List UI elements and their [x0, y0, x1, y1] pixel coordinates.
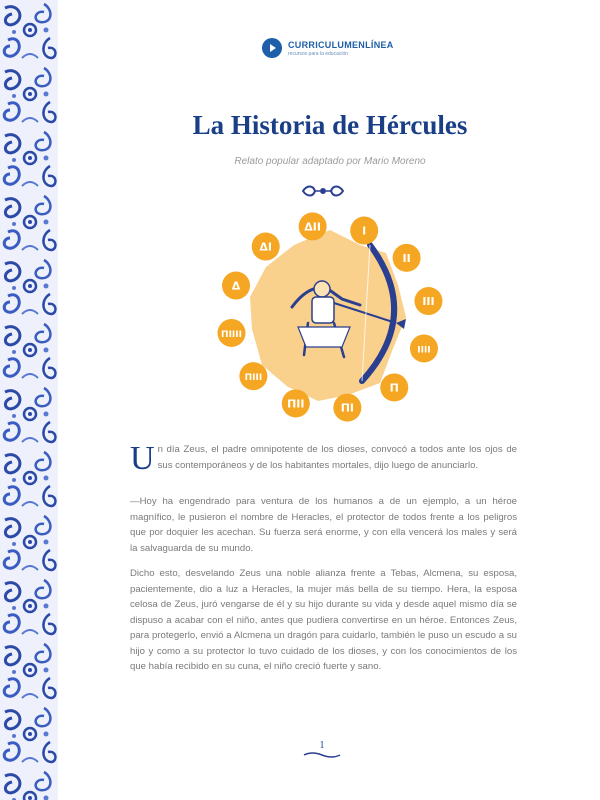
zodiac-sign-badge — [252, 233, 280, 261]
zodiac-sign-label: IIII — [417, 345, 431, 356]
page-footer — [295, 740, 349, 759]
zodiac-sign-label: I — [362, 224, 367, 238]
zodiac-sign-badge — [218, 319, 246, 347]
zodiac-sign-badge — [299, 212, 327, 240]
zodiac-sign-label: ΔII — [304, 220, 321, 234]
footer-ornament-icon — [302, 751, 342, 759]
zodiac-sign-badge — [239, 362, 267, 390]
paragraph-1 — [130, 440, 517, 477]
zodiac-sign-label: П — [389, 381, 399, 395]
zodiac-sign-label: ПIII — [244, 373, 263, 384]
zodiac-sign-badge — [282, 389, 310, 417]
document-subtitle: Relato popular adaptado por Mario Moreno — [234, 156, 426, 167]
zodiac-sign-label: II — [402, 251, 411, 265]
paragraph-2: —Hoy ha engendrado para ventura de los humanos a de un ejemplo, a un héroe magnífico, le pusieron el nombre de Heracles, el protector de todos frente a los peligros que por doquier les acechan. Su fuerza será enorme, y con ella vencerá los males y será la salvaguarda de su mundo. — [130, 496, 517, 554]
zodiac-illustration — [210, 205, 450, 430]
ornament-icon — [299, 183, 347, 199]
zodiac-sign-badge — [333, 394, 361, 422]
zodiac-sign-badge — [410, 334, 438, 362]
paragraph-3: Dicho esto, desvelando Zeus una noble alianza frente a Tebas, Alcmena, su esposa, pacientemente, dio a luz a Heracles, la mujer más bella de su tiempo. Hera, la esposa celosa de Zeus, juró vengarse de él y su hijo durante su vida y desde aquel mismo día se dispuso a acabar con el niño, antes que pudiera convertirse en un héroe. Entonces Zeus, para protegerlo, envió a Alcmena un dragón para cuidarlo, también le puso un escudo a su hijo y como a su protector lo tuvo cuidado de los dioses, y con los conocimientos de los que había recibido en su cuna, el niño creció fuerte y sano. — [130, 568, 517, 672]
zodiac-sign-label: ПI — [340, 401, 355, 415]
zodiac-sign-badge — [393, 244, 421, 272]
floral-pattern-icon — [0, 0, 58, 800]
decorative-floral-border — [0, 0, 58, 800]
zodiac-sign-badge — [222, 272, 250, 300]
zodiac-sign-badge — [380, 373, 408, 401]
zodiac-sign-label: Δ — [231, 279, 241, 293]
zodiac-sign-badge — [414, 287, 442, 315]
site-logo — [262, 38, 394, 58]
document-title: La Historia de Hércules — [192, 110, 468, 140]
drop-cap: U — [130, 440, 155, 477]
zodiac-sign-label: ПIIII — [221, 329, 242, 340]
paragraph-1-text: n día Zeus, el padre omnipotente de los dioses, convocó a todos ante los ojos de sus contemporáneos y de los habitantes mortales, dijo luego de anunciarlo. — [157, 444, 517, 471]
zodiac-sign-label: III — [422, 295, 435, 309]
zodiac-sign-label: ПII — [287, 397, 305, 411]
page-number: 1 — [319, 740, 325, 751]
logo-name: CURRICULUMENLÍNEA — [288, 39, 394, 50]
play-logo-icon — [262, 38, 282, 58]
zodiac-sign-badge — [350, 217, 378, 245]
logo-tagline: recursos para la educación — [288, 50, 349, 57]
zodiac-sign-label: ΔI — [259, 240, 273, 254]
